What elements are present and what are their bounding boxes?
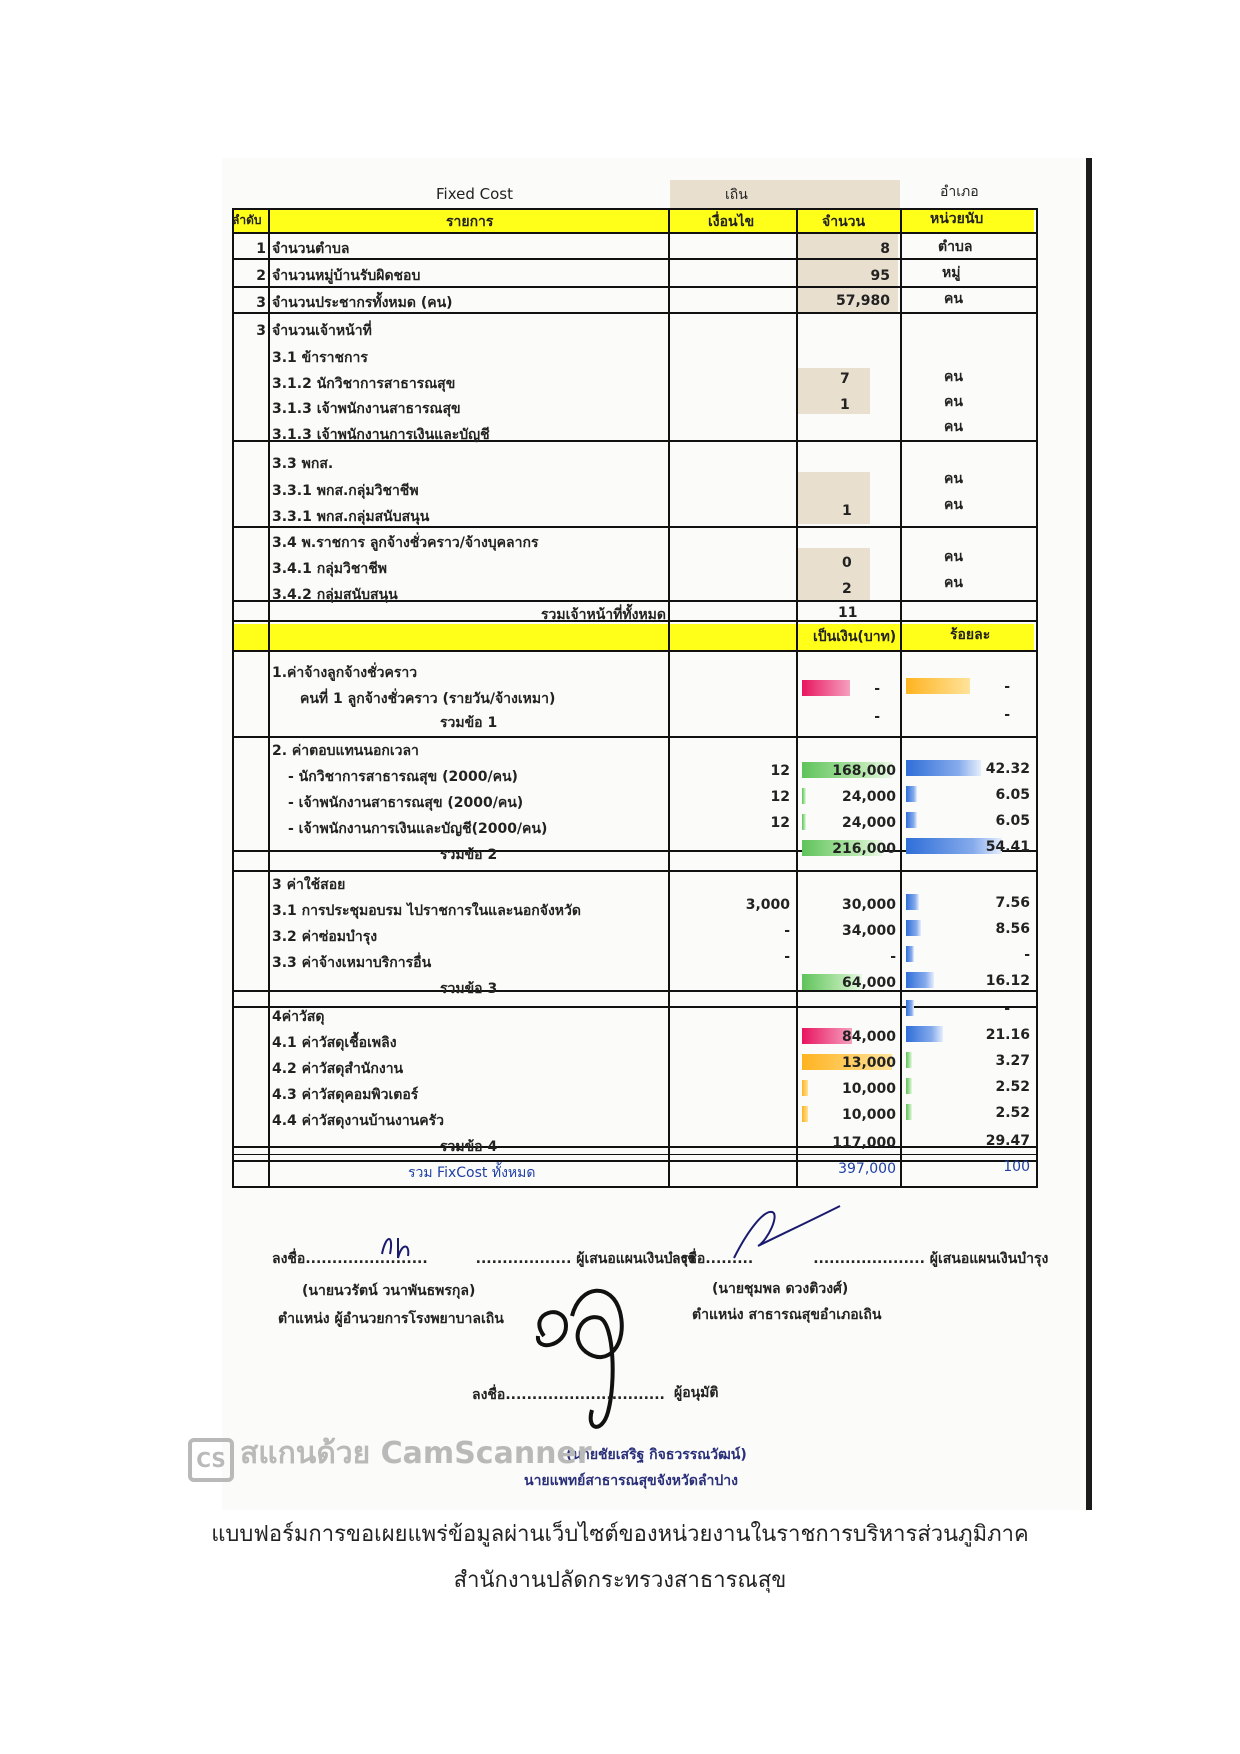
table-rule (668, 208, 670, 1188)
cost-label: 3.3 ค่าจ้างเหมาบริการอื่น (272, 955, 432, 971)
table-rule (232, 232, 1036, 234)
row-unit: คน (944, 497, 963, 513)
cost-percent: 29.47 (985, 1133, 1030, 1149)
tan-cells-31 (798, 368, 870, 414)
row-amount: 7 (840, 371, 850, 387)
cost-money: - (874, 709, 880, 725)
table-rule (900, 208, 902, 1188)
col-amount: จำนวน (822, 214, 866, 230)
cost-subtotal-label: รวมข้อ 1 (440, 715, 498, 731)
cost-percent: 6.05 (995, 813, 1030, 829)
row-unit: คน (944, 549, 963, 565)
percent-bar (906, 920, 921, 936)
staff-total-amount: 11 (838, 605, 858, 621)
cost-label: 3 ค่าใช้สอย (272, 877, 346, 893)
cost-money: 13,000 (841, 1055, 896, 1071)
cost-label: - นักวิชาการสาธารณสุข (2000/คน) (288, 769, 518, 785)
cost-money: 117,000 (832, 1135, 896, 1151)
row-unit: หมู่ (942, 265, 961, 281)
row-unit: คน (944, 369, 963, 385)
row-label: 3.3.1 พกส.กลุ่มสนับสนุน (272, 509, 430, 525)
table-rule (232, 990, 1036, 992)
left-sign-line (272, 1250, 695, 1268)
left-sign-start: ลงชื่อ....................... (272, 1251, 428, 1267)
row-unit: คน (944, 471, 963, 487)
cost-condition: 12 (770, 815, 790, 831)
cost-percent: 42.32 (985, 761, 1030, 777)
grand-total-label: รวม FixCost ทั้งหมด (408, 1165, 536, 1181)
table-rule (1036, 208, 1038, 1188)
cost-condition: - (784, 949, 790, 965)
row-amount: 1 (840, 397, 850, 413)
table-rule (232, 736, 1036, 738)
row-label: จำนวนประชากรทั้งหมด (คน) (272, 295, 453, 311)
table-rule (232, 1160, 1036, 1162)
cost-percent: 2.52 (995, 1079, 1030, 1095)
cost-label: - เจ้าพนักงานสาธารณสุข (2000/คน) (288, 795, 524, 811)
percent-bar (906, 1078, 912, 1094)
cost-label: 3.2 ค่าซ่อมบำรุง (272, 929, 378, 945)
table-rule (232, 312, 1036, 314)
table-rule (232, 286, 1036, 288)
right-signature (728, 1200, 848, 1264)
row-no: 3 (256, 323, 266, 339)
location-tag: เถิน (725, 187, 748, 203)
approve-name: (นายชัยเสริฐ กิจธวรรณวัฒน์) (566, 1447, 747, 1463)
table-rule (232, 258, 1036, 260)
percent-bar (906, 1052, 912, 1068)
row-label: 3.4 พ.ราชการ ลูกจ้างชั่วคราว/จ้างบุคลากร (272, 535, 539, 551)
table-rule (232, 870, 1036, 872)
cost-percent: 54.41 (985, 839, 1030, 855)
right-sign-end: ..................... ผู้เสนอแผนเงินบำรุง (813, 1251, 1049, 1267)
cost-percent: - (1004, 679, 1010, 695)
row-unit: คน (944, 394, 963, 410)
row-no: 2 (256, 268, 266, 284)
cost-money: 34,000 (841, 923, 896, 939)
right-title: ตำแหน่ง สาธารณสุขอำเภอเถิน (692, 1307, 882, 1323)
cost-money: 30,000 (841, 897, 896, 913)
table-rule (232, 650, 1036, 652)
cost-percent: 6.05 (995, 787, 1030, 803)
row-label: 3.1.2 นักวิชาการสาธารณสุข (272, 376, 456, 392)
cost-label: 2. ค่าตอบแทนนอกเวลา (272, 743, 419, 759)
footer-line-2: สำนักงานปลัดกระทรวงสาธารณสุข (453, 1568, 787, 1593)
row-amount: 95 (870, 268, 890, 284)
row-unit: คน (944, 419, 963, 435)
row-label: 3.3 พกส. (272, 456, 334, 472)
col-condition: เงื่อนไข (708, 214, 755, 230)
cost-condition: 3,000 (745, 897, 790, 913)
paper-edge-shadow (1086, 158, 1092, 1510)
left-title: ตำแหน่ง ผู้อำนวยการโรงพยาบาลเถิน (278, 1311, 504, 1327)
cost-condition: 12 (770, 763, 790, 779)
row-amount: 2 (842, 581, 852, 597)
footer-line-1: แบบฟอร์มการขอเผยแพร่ข้อมูลผ่านเว็บไซต์ของหน่วยงานในราชการบริหารส่วนภูมิภาค (211, 1522, 1029, 1547)
percent-bar (906, 894, 919, 910)
cost-subtotal-label: รวมข้อ 4 (440, 1139, 498, 1155)
cost-label: 4ค่าวัสดุ (272, 1009, 325, 1025)
header-row-yellow (234, 208, 1034, 234)
camscanner-logo: CS (188, 1438, 234, 1482)
approve-title: นายแพทย์สาธารณสุขจังหวัดลำปาง (524, 1473, 738, 1489)
row-label: จำนวนเจ้าหน้าที่ (272, 323, 372, 339)
cost-label: คนที่ 1 ลูกจ้างชั่วคราว (รายวัน/จ้างเหมา) (300, 691, 556, 707)
row-no: 1 (256, 241, 266, 257)
row-label: 3.4.1 กลุ่มวิชาชีพ (272, 561, 387, 577)
staff-total-label: รวมเจ้าหน้าที่ทั้งหมด (541, 607, 666, 623)
row-label: 3.4.2 กลุ่มสนับสนุน (272, 587, 398, 603)
cost-label: 4.4 ค่าวัสดุงานบ้านงานครัว (272, 1113, 444, 1129)
location-highlight (670, 180, 900, 208)
row-label: 3.1.3 เจ้าพนักงานสาธารณสุข (272, 401, 461, 417)
table-rule (232, 1146, 1036, 1148)
percent-bar (906, 786, 917, 802)
row-label: จำนวนหมู่บ้านรับผิดชอบ (272, 268, 421, 284)
table-rule (232, 1006, 1036, 1008)
row-amount: 8 (880, 241, 890, 257)
approve-role: ผู้อนุมัติ (674, 1385, 719, 1401)
cost-label: 1.ค่าจ้างลูกจ้างชั่วคราว (272, 665, 418, 681)
grand-total-money: 397,000 (838, 1161, 896, 1177)
row-label: 3.1 ข้าราชการ (272, 350, 368, 366)
cost-money: 24,000 (841, 815, 896, 831)
table-rule (232, 1154, 1036, 1155)
table-rule (232, 526, 1036, 528)
percent-bar (906, 1026, 943, 1042)
row-label: 3.1.3 เจ้าพนักงานการเงินและบัญชี (272, 427, 490, 443)
left-name: (นายนวรัตน์ วนาพันธพรกุล) (302, 1283, 476, 1299)
col-money: เป็นเงิน(บาท) (813, 629, 897, 645)
left-signature (376, 1228, 436, 1264)
row-unit: ตำบล (938, 239, 973, 255)
cost-money: - (890, 949, 896, 965)
col-item: รายการ (446, 214, 494, 230)
cost-money: 10,000 (841, 1081, 896, 1097)
approver-signature (516, 1282, 676, 1446)
district-label: อำเภอ (940, 184, 979, 200)
table-rule (232, 208, 234, 1188)
cost-money: 64,000 (841, 975, 896, 991)
table-rule (232, 1186, 1036, 1188)
row-unit: คน (944, 291, 963, 307)
cost-money: - (874, 681, 880, 697)
cost-subtotal-label: รวมข้อ 3 (440, 981, 498, 997)
cost-subtotal-label: รวมข้อ 2 (440, 847, 498, 863)
approve-sign-line: ลงชื่อ.............................. (472, 1387, 665, 1403)
percent-bar-orange (906, 678, 970, 694)
col-unit: หน่วยนับ (930, 211, 984, 227)
table-rule (796, 208, 798, 1188)
cost-percent: 8.56 (995, 921, 1030, 937)
percent-bar (906, 972, 934, 988)
col-no: ลำดับ (232, 213, 262, 227)
cost-label: 3.1 การประชุมอบรม ไปราชการในและนอกจังหวัด (272, 903, 581, 919)
cost-percent: - (1004, 707, 1010, 723)
row-amount: 0 (842, 555, 852, 571)
money-header-row-yellow (234, 624, 1034, 650)
cost-money: 168,000 (832, 763, 896, 779)
tan-cells-33 (798, 472, 870, 524)
cost-percent: 2.52 (995, 1105, 1030, 1121)
cost-money: 84,000 (841, 1029, 896, 1045)
cost-money: 216,000 (832, 841, 896, 857)
percent-bar (906, 1104, 912, 1120)
right-sign-start: ลงชื่อ......... (672, 1251, 754, 1267)
cost-money: 10,000 (841, 1107, 896, 1123)
fixed-cost-title: Fixed Cost (436, 185, 513, 203)
cost-percent: 16.12 (985, 973, 1030, 989)
percent-bar (906, 946, 914, 962)
table-rule (268, 208, 270, 1188)
cost-percent: - (1004, 1001, 1010, 1017)
percent-bar (906, 812, 917, 828)
cost-label: - เจ้าพนักงานการเงินและบัญชี(2000/คน) (288, 821, 548, 837)
cost-condition: 12 (770, 789, 790, 805)
cost-label: 4.2 ค่าวัสดุสำนักงาน (272, 1061, 404, 1077)
cost-percent: 3.27 (995, 1053, 1030, 1069)
cost-percent: - (1024, 947, 1030, 963)
table-rule (232, 208, 1036, 210)
percent-bar (906, 1000, 914, 1016)
cost-money: 24,000 (841, 789, 896, 805)
cost-label: 4.1 ค่าวัสดุเชื้อเพลิง (272, 1035, 397, 1051)
cost-percent: 21.16 (985, 1027, 1030, 1043)
camscanner-watermark: สแกนด้วย CamScanner (240, 1436, 592, 1471)
row-unit: คน (944, 575, 963, 591)
row-amount: 57,980 (835, 293, 890, 309)
tan-cells-34 (798, 548, 870, 600)
row-amount: 1 (842, 503, 852, 519)
row-label: จำนวนตำบล (272, 241, 350, 257)
row-no: 3 (256, 295, 266, 311)
cost-label: 4.3 ค่าวัสดุคอมพิวเตอร์ (272, 1087, 419, 1103)
row-label: 3.3.1 พกส.กลุ่มวิชาชีพ (272, 483, 419, 499)
cost-percent: 7.56 (995, 895, 1030, 911)
col-percent: ร้อยละ (950, 627, 991, 643)
left-sign-end: .................. ผู้เสนอแผนเงินบำรุง (475, 1251, 695, 1267)
right-name: (นายชุมพล ดวงติวงศ์) (712, 1281, 849, 1297)
grand-total-percent: 100 (1003, 1159, 1030, 1175)
cost-condition: - (784, 923, 790, 939)
